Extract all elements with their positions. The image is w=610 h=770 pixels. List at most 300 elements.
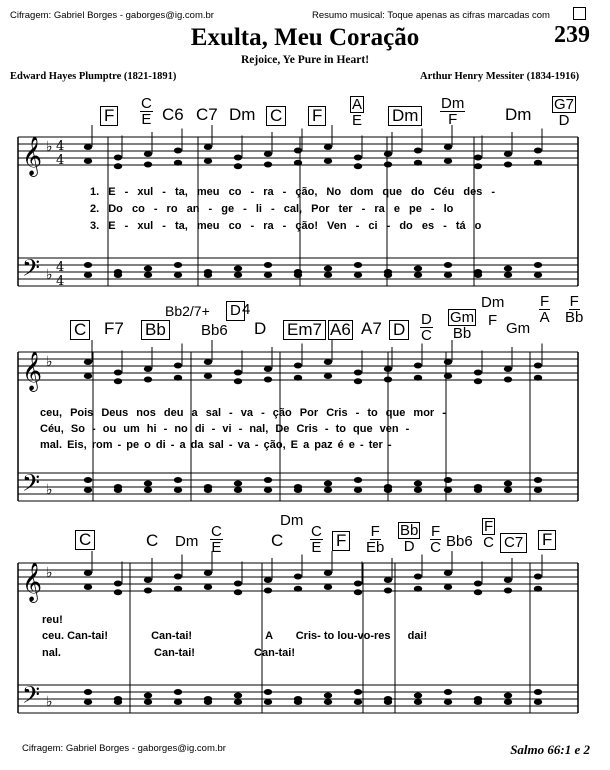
notehead xyxy=(444,570,452,576)
notehead xyxy=(384,588,392,594)
notehead xyxy=(354,370,362,376)
notehead xyxy=(204,487,212,493)
chord-g7-over-d xyxy=(552,96,576,128)
notehead xyxy=(324,359,332,365)
notehead xyxy=(264,272,272,278)
chord-dm: Dm xyxy=(388,106,422,126)
notehead xyxy=(414,487,422,493)
lyric-syllable: - xyxy=(171,630,176,642)
lyrics-verse1-line3: reu! xyxy=(42,614,63,626)
chord-em7: Em7 xyxy=(283,320,326,340)
notehead xyxy=(354,378,362,384)
notehead xyxy=(294,272,302,278)
chord-dm: Dm xyxy=(175,533,199,550)
key-flat: ♭ xyxy=(46,482,53,498)
notehead xyxy=(294,699,302,705)
notehead xyxy=(384,377,392,383)
credit-bottom: Cifragem: Gabriel Borges - gaborges@ig.com.br xyxy=(22,743,226,754)
lyrics-verse3-line1: 3. E - xul - ta, meu co - ra - ção! Ven - ci - do es - tá o xyxy=(90,220,482,232)
chord-bottom: C xyxy=(421,327,432,344)
chord-top: F xyxy=(569,293,579,310)
chord-f-over-eb xyxy=(366,524,384,555)
notehead xyxy=(414,363,422,369)
key-flat: ♭ xyxy=(46,694,53,710)
notehead xyxy=(114,378,122,384)
notehead xyxy=(174,487,182,493)
notehead xyxy=(264,162,272,168)
chord-f: F xyxy=(538,530,556,550)
notehead xyxy=(444,144,452,150)
chord-f-over-bb xyxy=(565,294,583,325)
chord-bb6: Bb6 xyxy=(446,533,473,550)
chord-bottom: E xyxy=(211,539,222,556)
notehead xyxy=(534,160,542,166)
lyric-syllable: Cris xyxy=(295,630,318,642)
lyric-syllable: - xyxy=(87,630,92,642)
notehead xyxy=(84,699,92,705)
notehead xyxy=(174,272,182,278)
notehead xyxy=(534,689,542,695)
notehead xyxy=(84,272,92,278)
notehead xyxy=(354,477,362,483)
lyric-syllable: - xyxy=(274,647,279,659)
notehead xyxy=(384,487,392,493)
notehead xyxy=(234,699,242,705)
notehead xyxy=(414,272,422,278)
chord-top: Dm xyxy=(441,95,465,112)
notehead xyxy=(444,689,452,695)
notehead xyxy=(144,162,152,168)
notehead xyxy=(504,588,512,594)
notehead xyxy=(534,262,542,268)
chord-dm: Dm xyxy=(505,105,532,124)
notehead xyxy=(294,487,302,493)
lyrics-verse2-line3 xyxy=(42,630,427,642)
notehead xyxy=(264,151,272,157)
chord-c: C xyxy=(75,530,95,550)
notehead xyxy=(234,487,242,493)
lyric-syllable: lou xyxy=(337,630,354,642)
notehead xyxy=(324,487,332,493)
notehead xyxy=(534,699,542,705)
lyric-syllable: - xyxy=(353,630,358,642)
notehead xyxy=(324,158,332,164)
notehead xyxy=(474,370,482,376)
notehead xyxy=(84,359,92,365)
notehead xyxy=(534,487,542,493)
notehead xyxy=(144,487,152,493)
notehead xyxy=(84,487,92,493)
notehead xyxy=(354,272,362,278)
bass-clef: 𝄢 xyxy=(22,681,41,714)
chord-bottom: C xyxy=(483,534,494,551)
chord-top: F xyxy=(484,518,494,535)
chord-d-over-c xyxy=(420,312,433,343)
lyric-syllable: vo xyxy=(357,630,371,642)
chord-f-over-c xyxy=(430,524,441,555)
notehead xyxy=(504,693,512,699)
chord-c-over-e xyxy=(140,96,153,127)
notehead xyxy=(114,487,122,493)
chord-bottom: Eb xyxy=(366,539,385,556)
time-sig-bottom: 4 xyxy=(56,153,65,168)
key-flat: ♭ xyxy=(46,267,53,283)
lyrics-verse3-line3 xyxy=(42,647,295,659)
time-sig-top: 4 xyxy=(56,139,65,154)
notehead xyxy=(144,151,152,157)
notehead xyxy=(264,689,272,695)
notehead xyxy=(324,144,332,150)
notehead xyxy=(414,375,422,381)
notehead xyxy=(84,262,92,268)
page-title: Exulta, Meu Coração xyxy=(190,24,420,51)
notehead xyxy=(144,272,152,278)
chord-bb: Bb xyxy=(141,320,170,340)
notehead xyxy=(264,487,272,493)
notehead xyxy=(84,689,92,695)
notehead xyxy=(84,158,92,164)
lyric-syllable: - xyxy=(317,630,321,642)
lyric-syllable: Can xyxy=(254,647,275,659)
chord-gm: Gm xyxy=(506,320,531,337)
notehead xyxy=(264,377,272,383)
chord-top: C xyxy=(141,95,152,112)
notehead xyxy=(384,366,392,372)
chord-f: F xyxy=(100,106,118,126)
notehead xyxy=(264,477,272,483)
notehead xyxy=(414,699,422,705)
notehead xyxy=(324,272,332,278)
scripture-reference: Salmo 66:1 e 2 xyxy=(510,742,590,757)
notehead xyxy=(234,155,242,161)
chord-top: G7 xyxy=(554,96,575,113)
chord-top: F xyxy=(370,523,380,540)
notehead xyxy=(474,272,482,278)
chord-4: 4 xyxy=(242,301,251,318)
notehead xyxy=(144,266,152,272)
chord-gm-over-bb xyxy=(448,309,476,341)
lyric-syllable: - xyxy=(370,630,374,642)
chord-d: D xyxy=(254,319,267,338)
notehead xyxy=(354,589,362,595)
chord-f-over-c xyxy=(482,518,495,550)
notehead xyxy=(384,151,392,157)
chord-c-over-e xyxy=(310,524,323,555)
notehead xyxy=(474,699,482,705)
notehead xyxy=(204,584,212,590)
notehead xyxy=(384,162,392,168)
notehead xyxy=(234,266,242,272)
lyrics-verse2-line2: Céu, So - ou um hi - no di - vi - nal, De Cris - to que ven - xyxy=(40,423,410,435)
chord-bottom: D xyxy=(403,538,415,555)
chord-bb-over-d xyxy=(398,522,420,554)
lyric-syllable: Can xyxy=(151,630,172,642)
notehead xyxy=(114,155,122,161)
chord-bottom: A xyxy=(539,309,550,326)
notehead xyxy=(444,487,452,493)
notehead xyxy=(534,272,542,278)
notehead xyxy=(234,481,242,487)
notehead xyxy=(354,163,362,169)
notehead xyxy=(444,158,452,164)
notehead xyxy=(84,570,92,576)
lyric-syllable: dai! xyxy=(407,630,428,642)
treble-clef: 𝄞 xyxy=(22,351,43,391)
notehead xyxy=(264,588,272,594)
notehead xyxy=(504,377,512,383)
chord-bottom: C xyxy=(430,539,441,556)
notehead xyxy=(294,375,302,381)
notehead xyxy=(534,477,542,483)
notehead xyxy=(354,155,362,161)
chord-c: C xyxy=(266,106,286,126)
notehead xyxy=(504,366,512,372)
chord-c: C xyxy=(271,531,284,550)
notehead xyxy=(114,370,122,376)
chord-dm: Dm xyxy=(229,105,256,124)
notehead xyxy=(114,699,122,705)
key-flat: ♭ xyxy=(46,565,53,581)
notehead xyxy=(384,699,392,705)
chord-top: C xyxy=(311,523,322,540)
chord-c-over-e xyxy=(210,524,223,555)
chord-top: C xyxy=(211,523,222,540)
notehead xyxy=(294,574,302,580)
notehead xyxy=(504,151,512,157)
notehead xyxy=(384,577,392,583)
key-flat: ♭ xyxy=(46,139,53,155)
notehead xyxy=(504,272,512,278)
chord-d: D xyxy=(230,302,241,319)
notehead xyxy=(114,581,122,587)
notehead xyxy=(84,144,92,150)
notehead xyxy=(504,487,512,493)
notehead xyxy=(474,581,482,587)
notehead xyxy=(414,693,422,699)
notehead xyxy=(384,272,392,278)
notehead xyxy=(504,481,512,487)
notehead xyxy=(174,586,182,592)
chord-bb6: Bb6 xyxy=(201,322,228,339)
notehead xyxy=(354,581,362,587)
lyric-syllable: res xyxy=(374,630,391,642)
credit-top: Cifragem: Gabriel Borges - gaborges@ig.com.br xyxy=(10,10,214,21)
chord-c: C xyxy=(70,320,90,340)
lyrics-verse3-line2: mal. Eis, rom - pe o di - a da sal - va - ção, E a paz é e - ter - xyxy=(40,439,392,451)
chord-c: C xyxy=(146,531,159,550)
chord-dm-upper: Dm xyxy=(280,512,304,529)
lyric-syllable: to xyxy=(323,630,335,642)
notehead xyxy=(354,689,362,695)
notehead xyxy=(414,148,422,154)
notehead xyxy=(534,574,542,580)
summary-note: Resumo musical: Toque apenas as cifras marcadas com xyxy=(312,10,550,21)
key-flat: ♭ xyxy=(46,354,53,370)
composer: Arthur Henry Messiter (1834-1916) xyxy=(420,71,580,82)
notehead xyxy=(144,693,152,699)
notehead xyxy=(414,481,422,487)
notehead xyxy=(204,699,212,705)
notehead xyxy=(174,363,182,369)
notehead xyxy=(444,699,452,705)
notehead xyxy=(144,588,152,594)
notehead xyxy=(234,581,242,587)
lyric-syllable: Can xyxy=(67,630,88,642)
lyrics-verse1-line2: ceu, Pois Deus nos deu a sal - va - ção Por Cris - to que mor - xyxy=(40,407,446,419)
page-subtitle: Rejoice, Ye Pure in Heart! xyxy=(240,54,370,66)
chord-top: Bb xyxy=(400,522,419,539)
chord-f: F xyxy=(488,312,498,329)
lyric-syllable: tai! xyxy=(175,630,193,642)
notehead xyxy=(354,487,362,493)
notehead xyxy=(204,359,212,365)
chord-bottom: E xyxy=(141,111,152,128)
chord-bottom: D xyxy=(558,112,570,129)
notehead xyxy=(204,272,212,278)
notehead xyxy=(414,574,422,580)
notehead xyxy=(174,689,182,695)
notehead xyxy=(444,262,452,268)
notehead xyxy=(114,272,122,278)
notehead xyxy=(234,163,242,169)
notehead xyxy=(174,699,182,705)
time-sig-top: 4 xyxy=(56,260,65,275)
notehead xyxy=(84,477,92,483)
notehead xyxy=(474,163,482,169)
notehead xyxy=(474,589,482,595)
chord-bottom: E xyxy=(311,539,322,556)
notehead xyxy=(324,373,332,379)
notehead xyxy=(144,699,152,705)
notehead xyxy=(234,378,242,384)
lyricist: Edward Hayes Plumptre (1821-1891) xyxy=(10,71,177,82)
notehead xyxy=(474,378,482,384)
notehead xyxy=(174,160,182,166)
notehead xyxy=(324,570,332,576)
chord-top: F xyxy=(540,293,550,310)
chord-top: F xyxy=(431,523,441,540)
chord-c7: C7 xyxy=(500,533,527,553)
chord-a7: A7 xyxy=(361,319,382,338)
notehead xyxy=(84,373,92,379)
chord-dm: Dm xyxy=(481,294,505,311)
lyric-syllable: tai! xyxy=(91,630,109,642)
notehead xyxy=(234,272,242,278)
chord-bottom: Bb xyxy=(452,325,472,342)
notehead xyxy=(534,363,542,369)
notehead xyxy=(174,148,182,154)
notehead xyxy=(294,363,302,369)
notehead xyxy=(414,266,422,272)
notehead xyxy=(354,699,362,705)
chord-bb2-7plus: Bb2/7+ xyxy=(165,303,210,319)
notehead xyxy=(444,477,452,483)
notehead xyxy=(324,266,332,272)
notehead xyxy=(444,584,452,590)
notehead xyxy=(174,262,182,268)
notehead xyxy=(174,477,182,483)
lyric-syllable: A xyxy=(265,630,273,642)
notehead xyxy=(174,574,182,580)
chord-top: A xyxy=(352,96,363,113)
chord-dm-over-f xyxy=(440,96,465,127)
notehead xyxy=(234,589,242,595)
notehead xyxy=(144,366,152,372)
chord-bottom: E xyxy=(352,112,363,129)
notehead xyxy=(534,586,542,592)
notehead xyxy=(504,699,512,705)
lyric-syllable: tai! xyxy=(178,647,195,659)
chord-d: D xyxy=(389,320,409,340)
notehead xyxy=(144,481,152,487)
chord-bottom: F xyxy=(448,111,458,128)
notehead xyxy=(234,370,242,376)
notehead xyxy=(264,577,272,583)
chord-c6: C6 xyxy=(162,105,184,124)
chord-f: F xyxy=(308,106,326,126)
notehead xyxy=(444,373,452,379)
lyric-syllable: Can xyxy=(154,647,175,659)
notehead xyxy=(204,570,212,576)
chord-c7: C7 xyxy=(196,105,218,124)
notehead xyxy=(354,262,362,268)
notehead xyxy=(534,375,542,381)
lyric-syllable: - xyxy=(174,647,179,659)
notehead xyxy=(294,148,302,154)
notehead xyxy=(144,377,152,383)
chord-top: D xyxy=(421,311,432,328)
lyric-syllable: nal. xyxy=(42,647,61,659)
notehead xyxy=(204,158,212,164)
chord-f: F xyxy=(332,531,350,551)
notehead xyxy=(444,359,452,365)
notehead xyxy=(474,487,482,493)
notehead xyxy=(264,699,272,705)
notehead xyxy=(324,584,332,590)
treble-clef: 𝄞 xyxy=(22,562,43,602)
treble-clef: 𝄞 xyxy=(22,136,43,176)
notehead xyxy=(264,366,272,372)
notehead xyxy=(504,266,512,272)
notehead xyxy=(474,155,482,161)
notehead xyxy=(414,160,422,166)
notehead xyxy=(534,148,542,154)
chord-top: Gm xyxy=(450,309,475,326)
notehead xyxy=(114,589,122,595)
chord-f7: F7 xyxy=(104,319,124,338)
notehead xyxy=(324,699,332,705)
chord-a-over-e xyxy=(350,96,364,128)
time-sig-bottom: 4 xyxy=(56,274,65,289)
bass-clef: 𝄢 xyxy=(22,469,41,502)
notehead xyxy=(294,160,302,166)
bass-clef: 𝄢 xyxy=(22,254,41,287)
notehead xyxy=(324,481,332,487)
lyrics-verse2-line1: 2. Do co - ro an - ge - li - cal, Por ter - ra e pe - lo xyxy=(90,203,454,215)
notehead xyxy=(414,586,422,592)
notehead xyxy=(114,163,122,169)
lyric-syllable: tai! xyxy=(278,647,295,659)
lyric-syllable: ceu. xyxy=(42,630,65,642)
notehead xyxy=(324,693,332,699)
notehead xyxy=(204,144,212,150)
notehead xyxy=(204,373,212,379)
lyrics-verse1-line1: 1. E - xul - ta, meu co - ra - ção, No dom que do Céu des - xyxy=(90,186,496,198)
notehead xyxy=(234,693,242,699)
notehead xyxy=(444,272,452,278)
notehead xyxy=(504,162,512,168)
hymn-number: 239 xyxy=(554,22,590,48)
